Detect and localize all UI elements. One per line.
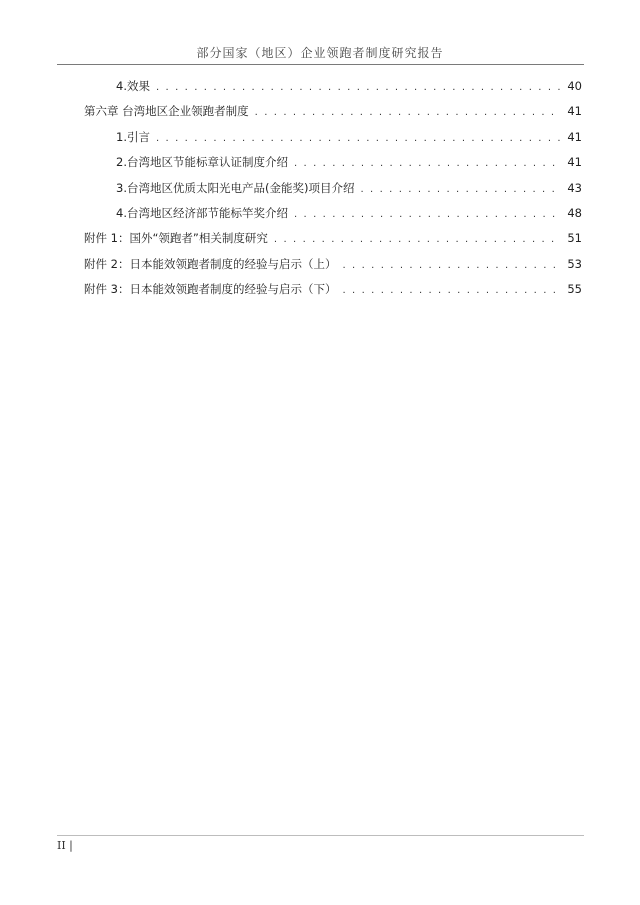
toc-entry[interactable] [84,205,582,230]
toc-dot-leader [156,82,560,93]
toc-entry[interactable] [84,180,582,205]
toc-dot-leader [255,107,560,118]
toc-entry-number: 4. [116,79,127,93]
toc-dot-leader [156,133,560,144]
toc-entry-page: 41 [567,129,582,144]
toc-entry-title: 附件 2：日本能效领跑者制度的经验与启示（上） [84,256,337,271]
toc-entry-title: 台湾地区节能标章认证制度介绍 [126,155,288,170]
toc-entry-page: 48 [567,205,582,220]
toc-entry[interactable] [84,230,582,255]
toc-entry-title: 效果 [126,79,150,93]
toc-entry-page: 41 [567,155,582,170]
toc-entry[interactable] [84,256,582,281]
toc-entry-page: 51 [567,231,582,246]
toc-dot-leader [294,209,560,220]
toc-entry-page: 43 [567,180,582,195]
toc-entry-title: 引言 [126,129,150,144]
toc-entry-title: 台湾地区优质太阳光电产品(金能奖)项目介绍 [126,180,355,195]
table-of-contents [84,78,582,307]
toc-entry-number: 1. [116,129,127,144]
toc-entry-title: 台湾地区经济部节能标竿奖介绍 [126,205,288,220]
header-rule [57,64,584,65]
toc-dot-leader [360,184,560,195]
toc-dot-leader [274,234,560,245]
toc-entry-page: 55 [567,282,582,297]
toc-dot-leader [294,158,560,169]
toc-entry-page: 40 [567,79,582,93]
toc-entry-title: 附件 3：日本能效领跑者制度的经验与启示（下） [84,282,337,297]
toc-entry-number: 2. [116,155,127,170]
footer-page-number: II | [57,839,73,852]
toc-entry[interactable] [84,154,582,179]
toc-entry[interactable] [84,78,582,103]
toc-dot-leader [342,285,560,296]
running-header: 部分国家（地区）企业领跑者制度研究报告 [196,46,444,60]
toc-entry-title: 第六章 台湾地区企业领跑者制度 [84,104,249,119]
footer-rule [57,835,584,836]
toc-entry[interactable] [84,281,582,306]
toc-entry-number: 3. [116,180,127,195]
toc-dot-leader [342,260,560,271]
toc-entry-number: 4. [116,205,127,220]
toc-entry[interactable] [84,103,582,128]
toc-entry-page: 53 [567,256,582,271]
toc-entry-title: 附件 1：国外“领跑者”相关制度研究 [84,231,268,246]
toc-entry[interactable] [84,129,582,154]
toc-entry-page: 41 [567,104,582,119]
